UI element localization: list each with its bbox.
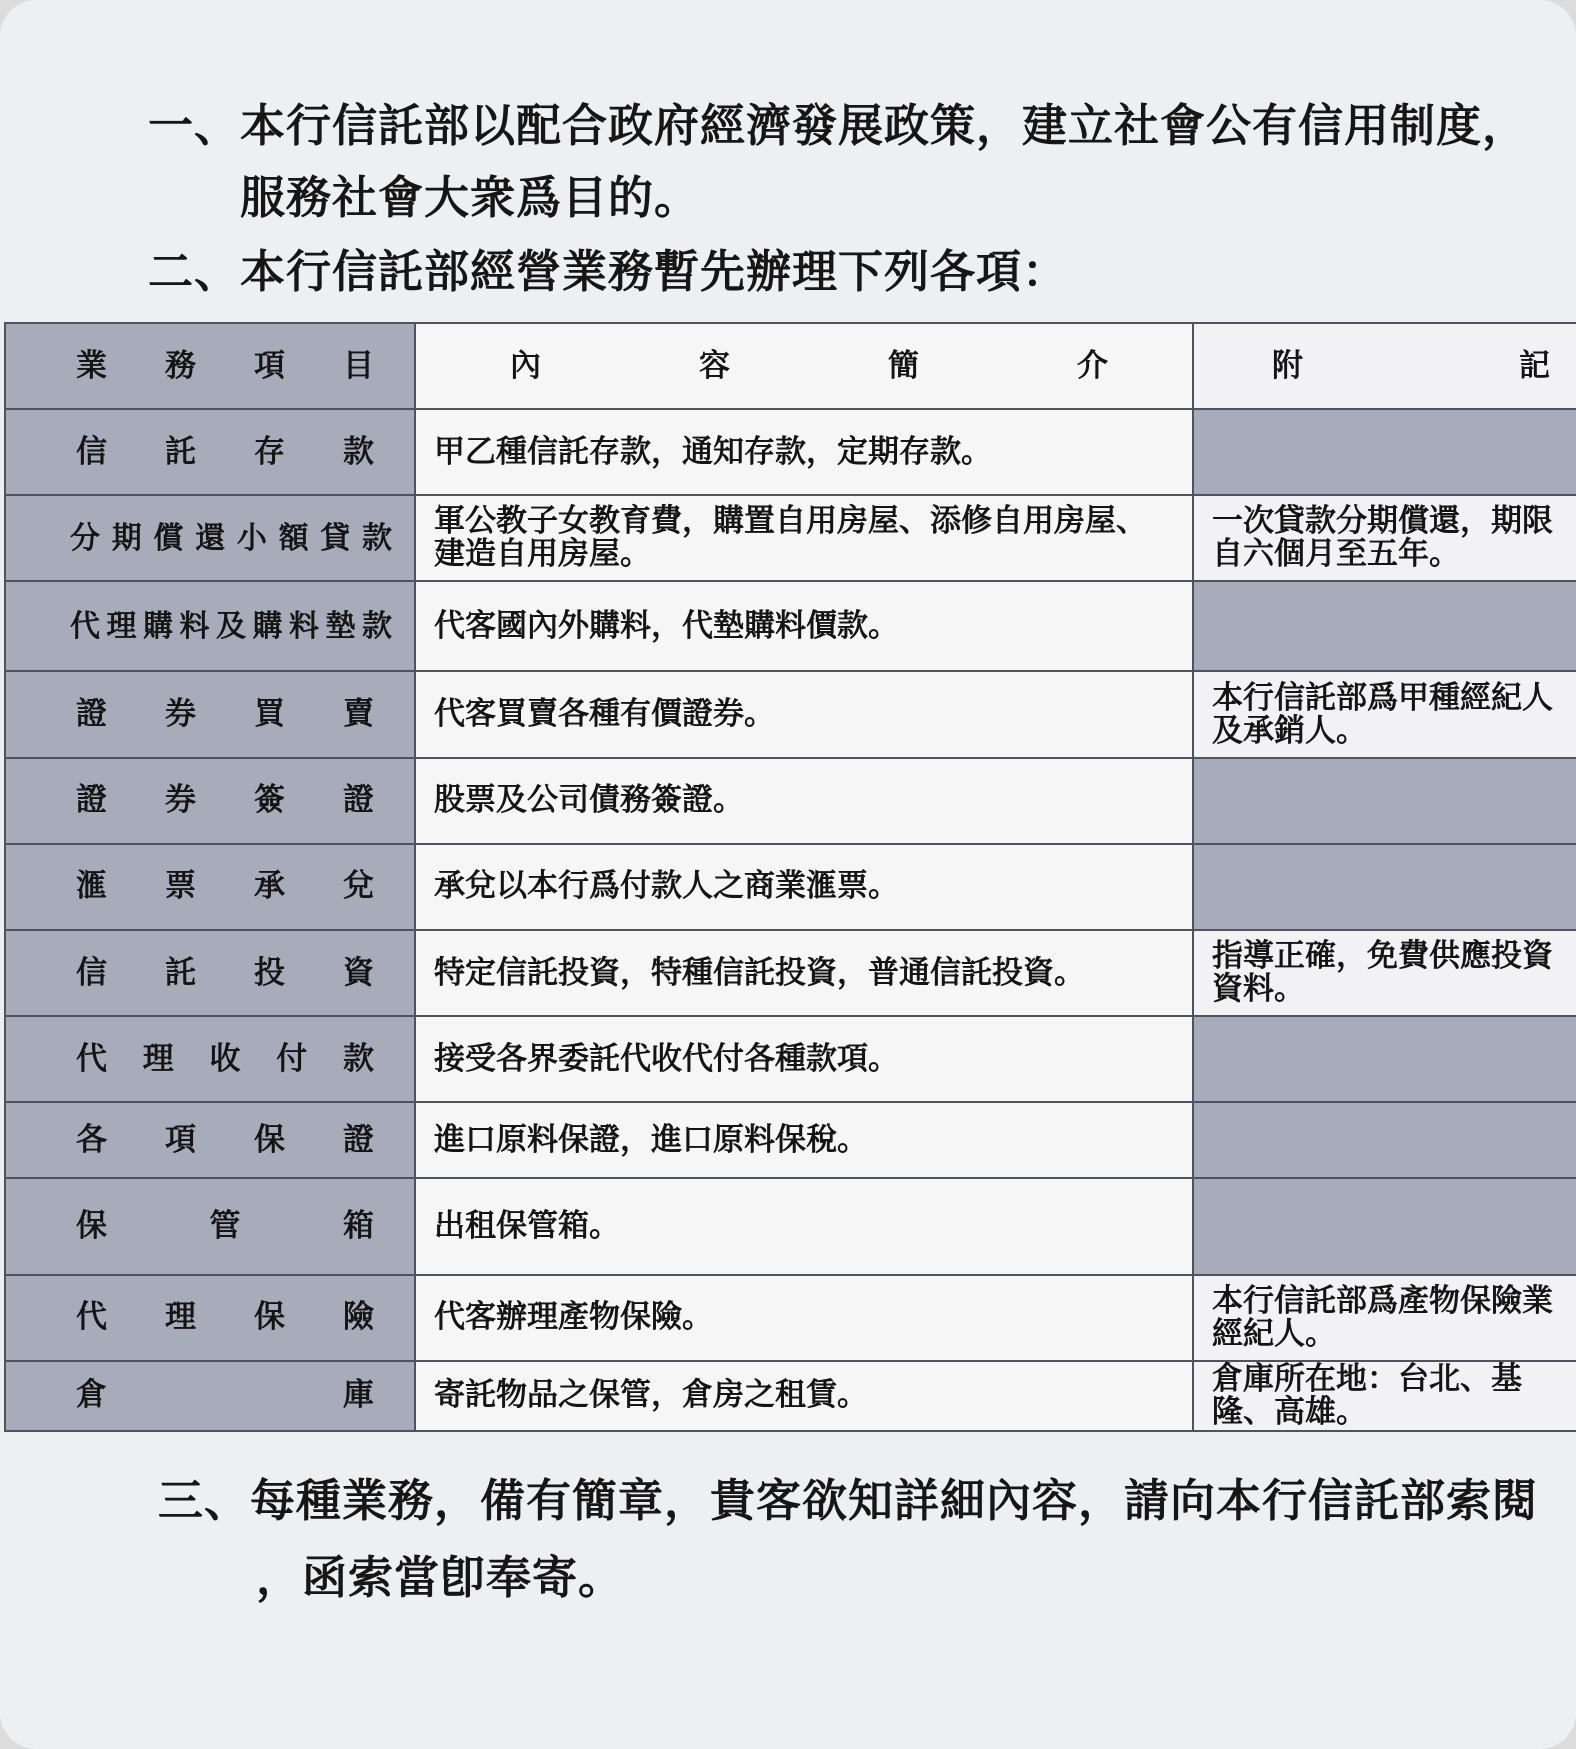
row-content: 股票及公司債務簽證。	[415, 758, 1193, 844]
row-business-item: 倉庫	[76, 1377, 374, 1414]
table-row	[5, 930, 1576, 1016]
intro-item-2: 二、本行信託部經營業務暫先辦理下列各項：	[148, 245, 1069, 298]
table-row	[5, 844, 1576, 930]
table-row	[5, 1102, 1576, 1178]
closing-item-3-line-2: ，函索當卽奉寄。	[256, 1551, 625, 1604]
intro-item-1-line-1: 一、本行信託部以配合政府經濟發展政策，建立社會公有信用制度，	[148, 99, 1529, 152]
header-business-item: 業務項目	[76, 347, 374, 384]
row-content: 寄託物品之保管，倉房之租賃。	[415, 1361, 1193, 1431]
row-content: 接受各界委託代收代付各種款項。	[415, 1016, 1193, 1102]
row-remark: 一次貸款分期償還，期限自六個月至五年。	[1193, 495, 1576, 581]
row-business-item: 分期償還小額貸款	[70, 520, 392, 556]
header-content-summary: 內容簡介	[510, 347, 1108, 384]
table-row	[5, 1275, 1576, 1361]
row-content: 進口原料保證，進口原料保稅。	[415, 1102, 1193, 1178]
row-remark	[1193, 409, 1576, 495]
row-remark	[1193, 844, 1576, 930]
row-content: 代客辦理產物保險。	[415, 1275, 1193, 1361]
row-remark: 本行信託部爲產物保險業經紀人。	[1193, 1275, 1576, 1361]
row-content: 承兌以本行爲付款人之商業滙票。	[415, 844, 1193, 930]
row-content: 甲乙種信託存款，通知存款，定期存款。	[415, 409, 1193, 495]
row-content: 特定信託投資，特種信託投資，普通信託投資。	[415, 930, 1193, 1016]
business-table	[4, 322, 1576, 1432]
row-remark	[1193, 758, 1576, 844]
row-remark: 本行信託部爲甲種經紀人及承銷人。	[1193, 671, 1576, 757]
row-business-item: 保管箱	[76, 1208, 374, 1244]
row-content: 代客買賣各種有價證券。	[415, 671, 1193, 757]
row-business-item: 證券買賣	[76, 696, 374, 733]
row-business-item: 各項保證	[76, 1121, 374, 1158]
table-row	[5, 409, 1576, 495]
row-remark: 倉庫所在地：台北、基隆、高雄。	[1193, 1361, 1576, 1431]
row-business-item: 滙票承兌	[76, 868, 374, 905]
row-remark	[1193, 1178, 1576, 1274]
closing-item-3-line-1: 三、每種業務，備有簡章，貴客欲知詳細內容，請向本行信託部索閱	[158, 1474, 1539, 1527]
row-remark	[1193, 1102, 1576, 1178]
table-row	[5, 1361, 1576, 1431]
table-row	[5, 581, 1576, 671]
table-row	[5, 1178, 1576, 1274]
header-remarks: 附記	[1272, 347, 1550, 384]
table-row	[5, 1016, 1576, 1102]
table-row	[5, 758, 1576, 844]
row-content: 出租保管箱。	[415, 1178, 1193, 1274]
row-business-item: 信託投資	[76, 954, 374, 991]
row-content: 代客國內外購料，代墊購料價款。	[415, 581, 1193, 671]
row-business-item: 代理購料及購料墊款	[70, 608, 392, 644]
row-content: 軍公教子女教育費，購置自用房屋、添修自用房屋、建造自用房屋。	[415, 495, 1193, 581]
row-remark: 指導正確，免費供應投資資料。	[1193, 930, 1576, 1016]
table-header-row	[5, 323, 1576, 409]
row-remark	[1193, 581, 1576, 671]
table-row	[5, 495, 1576, 581]
row-business-item: 信託存款	[76, 433, 374, 470]
row-business-item: 證券簽證	[76, 782, 374, 819]
row-business-item: 代理收付款	[76, 1040, 374, 1077]
table-row	[5, 671, 1576, 757]
row-remark	[1193, 1016, 1576, 1102]
intro-item-1-line-2: 服務社會大衆爲目的。	[240, 171, 701, 224]
row-business-item: 代理保險	[76, 1299, 374, 1336]
table-body	[5, 409, 1576, 1431]
